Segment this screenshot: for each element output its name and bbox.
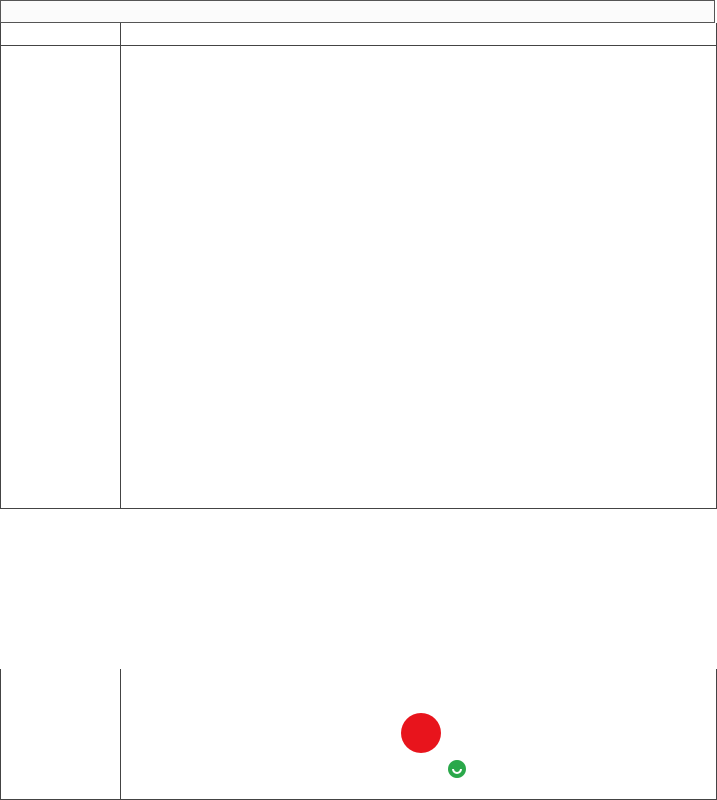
publish-value: [121, 23, 714, 45]
conditions-block: [0, 46, 717, 509]
wechat-mini-icon: [448, 760, 466, 778]
offcn-logo-icon: [401, 713, 441, 753]
publish-label: [1, 23, 121, 45]
page-title: [0, 0, 715, 23]
qr-code[interactable]: [369, 681, 473, 785]
promo-row: [0, 669, 717, 800]
promo-label-empty: [1, 669, 121, 799]
conditions-label: [1, 46, 121, 508]
publish-row: [0, 23, 717, 46]
